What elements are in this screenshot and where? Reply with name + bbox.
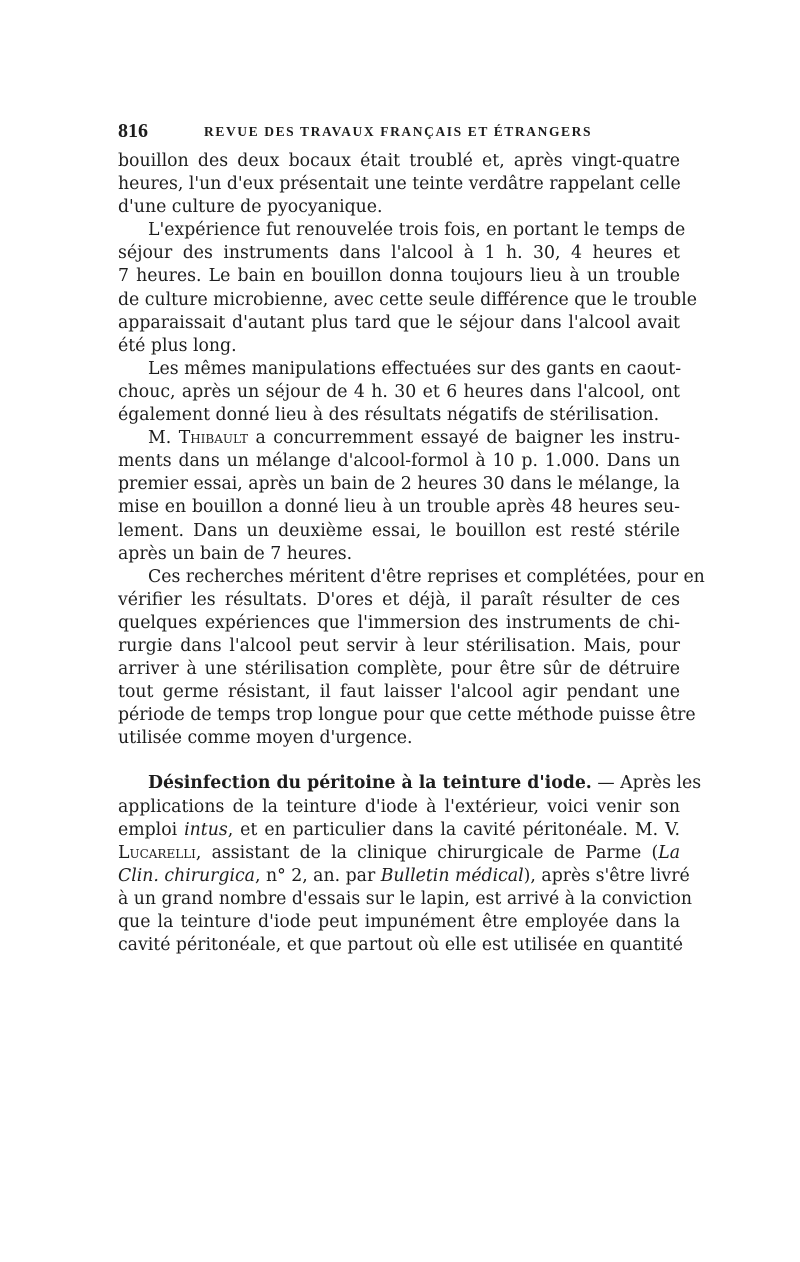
text-line: d'une culture de pyocyanique. <box>118 197 383 218</box>
text-run: M. <box>148 428 179 449</box>
text-line: période de temps trop longue pour que cette méthode puisse être <box>118 705 696 726</box>
text-line <box>118 865 690 888</box>
running-header <box>118 120 678 142</box>
text-line: mise en bouillon a donné lieu à un trouble après 48 heures seu- <box>118 497 680 518</box>
text-line: cavité péritonéale, et que partout où elle est utilisée en quantité <box>118 935 684 956</box>
section-gap <box>118 750 680 772</box>
text-line: lement. Dans un deuxième essai, le bouillon est resté stérile <box>118 520 680 541</box>
paragraph-4 <box>118 427 680 566</box>
text-line: également donné lieu à des résultats négatifs de stérilisation. <box>118 405 660 426</box>
text-line: que la teinture d'iode peut impunément être employée dans la <box>118 912 680 932</box>
text-line: chouc, après un séjour de 4 h. 30 et 6 heures dans l'alcool, ont <box>118 381 680 402</box>
text-line: premier essai, après un bain de 2 heures 30 dans le mélange, la <box>118 474 680 495</box>
text-run: emploi <box>118 819 185 840</box>
page-number: 816 <box>118 120 148 142</box>
text-run: , assistant de la clinique chirurgicale de Parme ( <box>195 842 659 863</box>
journal-title: La <box>658 842 680 863</box>
text-line: à un grand nombre d'essais sur le lapin, est arrivé à la conviction <box>118 888 693 909</box>
text-run: , n° 2, an. par <box>254 865 381 886</box>
journal-title: Clin. chirurgica <box>118 865 255 886</box>
text-line: 7 heures. Le bain en bouillon donna toujours lieu à un trouble <box>118 266 680 287</box>
author-name: Lucarelli <box>118 842 196 863</box>
text-line <box>118 842 680 865</box>
text-line: L'expérience fut renouvelée trois fois, en portant le temps de <box>148 220 686 241</box>
text-line: applications de la teinture d'iode à l'extérieur, voici venir son <box>118 796 680 817</box>
section-heading: Désinfection du péritoine à la teinture d'iode. <box>148 773 592 794</box>
text-line: ments dans un mélange d'alcool-formol à 10 p. 1.000. Dans un <box>118 451 680 472</box>
text-run: , et en particulier dans la cavité péritonéale. M. V. <box>227 819 680 840</box>
text-line <box>118 772 702 795</box>
paragraph-5 <box>118 566 705 751</box>
text-line: tout germe résistant, il faut laisser l'alcool agir pendant une <box>118 682 680 703</box>
text-column <box>118 150 705 957</box>
text-run: ), après s'être livré <box>523 865 690 886</box>
text-line: Les mêmes manipulations effectuées sur des gants en caout- <box>148 358 682 379</box>
journal-title: Bulletin médical <box>380 865 524 886</box>
paragraph-6 <box>118 772 702 957</box>
text-line: rurgie dans l'alcool peut servir à leur stérilisation. Mais, pour <box>118 635 680 656</box>
text-line: de culture microbienne, avec cette seule différence que le trouble <box>118 289 697 310</box>
text-line <box>118 819 680 842</box>
text-line: vérifier les résultats. D'ores et déjà, il paraît résulter de ces <box>118 589 680 610</box>
text-line: heures, l'un d'eux présentait une teinte verdâtre rappelant celle <box>118 174 681 195</box>
italic-term: intus <box>184 819 228 840</box>
paragraph-2 <box>118 219 697 358</box>
text-line: arriver à une stérilisation complète, pour être sûr de détruire <box>118 659 680 680</box>
paragraph-3 <box>118 358 680 427</box>
text-line: utilisée comme moyen d'urgence. <box>118 728 413 749</box>
text-line: séjour des instruments dans l'alcool à 1 h. 30, 4 heures et <box>118 243 680 264</box>
text-line: après un bain de 7 heures. <box>118 543 353 564</box>
author-name: Thibault <box>178 428 249 449</box>
text-line: quelques expériences que l'immersion des instruments de chi- <box>118 612 680 633</box>
text-run: — Après les <box>591 773 702 794</box>
paragraph-1 <box>118 150 680 219</box>
running-title: REVUE DES TRAVAUX FRANÇAIS ET ÉTRANGERS <box>204 124 593 139</box>
text-run: a concurremment essayé de baigner les instru- <box>248 428 681 449</box>
text-line: été plus long. <box>118 335 237 356</box>
text-line: apparaissait d'autant plus tard que le séjour dans l'alcool avait <box>118 312 680 333</box>
text-line: bouillon des deux bocaux était troublé et, après vingt-quatre <box>118 151 680 171</box>
text-line <box>118 427 680 450</box>
text-line: Ces recherches méritent d'être reprises et complétées, pour en <box>148 566 705 587</box>
